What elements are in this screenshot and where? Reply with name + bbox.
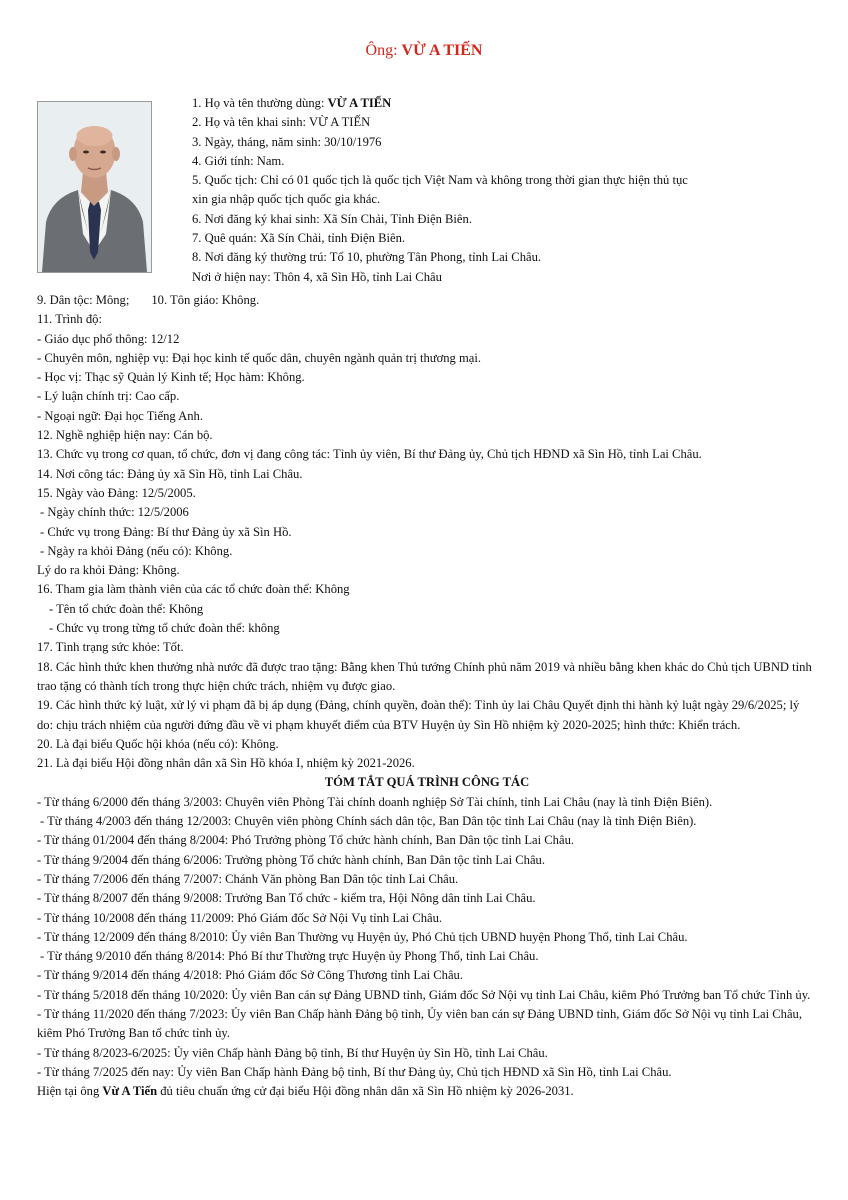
career-line: - Từ tháng 01/2004 đến tháng 8/2004: Phó Trưởng phòng Tổ chức hành chính, Ban Dân tộc tỉnh Lai Châu. [37, 833, 575, 848]
detail-line: 11. Trình độ: [37, 312, 102, 327]
info-line-4: 4. Giới tính: Nam. [192, 153, 285, 168]
detail-line: 19. Các hình thức kỷ luật, xử lý vi phạm đã bị áp dụng (Đảng, chính quyền, đoàn thể): Tỉnh ủy lai Châu Quyết định thi hành kỷ luật ngày 29/6/2025; lý do: chịu trách nhiệm của người đứng đầu về vi phạm khuyết điểm của BTV Huyện ủy Sìn Hồ nhiệm kỳ 2020-2025; hình thức: Khiển trách. [37, 698, 800, 732]
detail-line: 14. Nơi công tác: Đảng ủy xã Sìn Hồ, tỉnh Lai Châu. [37, 466, 303, 481]
info-line-1: 1. Họ và tên thường dùng: VỪ A TIẾN [192, 96, 392, 110]
detail-line: - Ngày chính thức: 12/5/2006 [40, 505, 189, 520]
detail-line: - Chuyên môn, nghiệp vụ: Đại học kinh tế quốc dân, chuyên ngành quản trị thương mại. [37, 350, 482, 365]
info-line-6: 6. Nơi đăng ký khai sinh: Xã Sín Chải, Tỉnh Điện Biên. [192, 211, 472, 226]
detail-line: - Chức vụ trong Đảng: Bí thư Đảng ủy xã Sìn Hồ. [40, 524, 292, 539]
career-line: - Từ tháng 6/2000 đến tháng 3/2003: Chuyên viên Phòng Tài chính doanh nghiệp Sở Tài chính, tỉnh Lai Châu (nay là tỉnh Điện Biên). [37, 794, 713, 809]
document-body [37, 291, 817, 1101]
detail-line: - Giáo dục phổ thông: 12/12 [37, 331, 180, 346]
detail-line: 16. Tham gia làm thành viên của các tổ chức đoàn thể: Không [37, 582, 350, 597]
detail-line: - Lý luận chính trị: Cao cấp. [37, 389, 180, 404]
portrait-photo [37, 101, 152, 273]
info-line-3: 3. Ngày, tháng, năm sinh: 30/10/1976 [192, 134, 382, 149]
closing-name: Vừ A Tiến [102, 1084, 158, 1099]
career-line: - Từ tháng 4/2003 đến tháng 12/2003: Chuyên viên phòng Chính sách dân tộc, Ban Dân tộc tỉnh Lai Châu (nay là tỉnh Điện Biên). [40, 814, 697, 829]
career-line: - Từ tháng 9/2004 đến tháng 6/2006: Trưởng phòng Tổ chức hành chính, Ban Dân tộc tỉnh Lai Châu. [37, 852, 545, 867]
career-line: - Từ tháng 11/2020 đến tháng 7/2023: Ủy viên Ban Chấp hành Đảng bộ tỉnh, Ủy viên ban cán sự Đảng UBND tỉnh, Giám đốc Sở Nội vụ tỉnh Lai Châu, kiêm Phó Trưởng Ban tổ chức tỉnh ủy. [37, 1006, 802, 1041]
ethnic-religion-line [37, 291, 817, 310]
detail-line: 18. Các hình thức khen thưởng nhà nước đã được trao tặng: Bằng khen Thủ tướng Chính phủ năm 2019 và nhiều bằng khen khác do Chủ tịch UBND tỉnh trao tặng có thành tích trong thực hiện chức trách, nhiệm vụ được giao. [37, 659, 812, 693]
info-line-8: 8. Nơi đăng ký thường trú: Tổ 10, phường Tân Phong, tỉnh Lai Châu. [192, 250, 542, 265]
detail-line: 15. Ngày vào Đảng: 12/5/2005. [37, 485, 196, 500]
career-line: - Từ tháng 12/2009 đến tháng 8/2010: Ủy viên Ban Thường vụ Huyện ủy, Phó Chủ tịch UBND huyện Phong Thổ, tỉnh Lai Châu. [37, 929, 688, 944]
closing-line: Hiện tại ông Vừ A Tiến đủ tiêu chuẩn ứng cử đại biểu Hội đồng nhân dân xã Sìn Hồ nhiệm kỳ 2026-2031. [37, 1084, 574, 1099]
detail-line: - Ngoại ngữ: Đại học Tiếng Anh. [37, 408, 203, 423]
info-line-residence: Nơi ở hiện nay: Thôn 4, xã Sìn Hồ, tỉnh Lai Châu [192, 269, 442, 284]
info-line-5: 5. Quốc tịch: Chỉ có 01 quốc tịch là quốc tịch Việt Nam và không trong thời gian thực hiện thủ tục [192, 173, 688, 188]
career-line: - Từ tháng 8/2023-6/2025: Ủy viên Chấp hành Đảng bộ tỉnh, Bí thư Huyện ủy Sìn Hồ, tỉnh Lai Châu. [37, 1045, 548, 1060]
religion-text: 10. Tôn giáo: Không. [151, 293, 260, 307]
career-list [37, 793, 817, 1082]
title-name: VỪ A TIẾN [401, 42, 483, 59]
detail-line: - Tên tổ chức đoàn thể: Không [49, 601, 204, 616]
detail-line: Lý do ra khỏi Đảng: Không. [37, 563, 180, 578]
detail-line: 20. Là đại biểu Quốc hội khóa (nếu có): Không. [37, 736, 279, 751]
detail-line: - Chức vụ trong từng tổ chức đoàn thể: không [49, 621, 280, 636]
details-list [37, 310, 817, 773]
career-line: - Từ tháng 7/2006 đến tháng 7/2007: Chánh Văn phòng Ban Dân tộc tỉnh Lai Châu. [37, 871, 459, 886]
career-line: - Từ tháng 8/2007 đến tháng 9/2008: Trưởng Ban Tổ chức - kiểm tra, Hội Nông dân tỉnh Lai Châu. [37, 891, 536, 906]
career-line: - Từ tháng 5/2018 đến tháng 10/2020: Ủy viên Ban cán sự Đảng UBND tỉnh, Giám đốc Sở Nội vụ tỉnh Lai Châu, kiêm Phó Trưởng ban Tổ chức Tỉnh ủy. [37, 987, 811, 1002]
detail-line: - Học vị: Thạc sỹ Quản lý Kinh tế; Học hàm: Không. [37, 370, 305, 385]
info-line-2: 2. Họ và tên khai sinh: VỪ A TIẾN [192, 115, 371, 130]
detail-line: 12. Nghề nghiệp hiện nay: Cán bộ. [37, 428, 213, 443]
detail-line: 13. Chức vụ trong cơ quan, tổ chức, đơn vị đang công tác: Tỉnh ủy viên, Bí thư Đảng ủy, Chủ tịch HĐND xã Sìn Hồ, tỉnh Lai Châu. [37, 447, 702, 462]
title-prefix: Ông: [365, 42, 402, 59]
career-title: TÓM TẮT QUÁ TRÌNH CÔNG TÁC [324, 775, 530, 790]
info-line-5-cont: xin gia nhập quốc tịch quốc gia khác. [192, 192, 381, 207]
info-line-7: 7. Quê quán: Xã Sín Chải, tỉnh Điện Biên. [192, 231, 406, 246]
career-line: - Từ tháng 10/2008 đến tháng 11/2009: Phó Giám đốc Sở Nội Vụ tỉnh Lai Châu. [37, 910, 443, 925]
detail-line: - Ngày ra khỏi Đảng (nếu có): Không. [40, 543, 233, 558]
detail-line: 17. Tình trạng sức khỏe: Tốt. [37, 640, 184, 655]
career-line: - Từ tháng 9/2014 đến tháng 4/2018: Phó Giám đốc Sở Công Thương tỉnh Lai Châu. [37, 968, 463, 983]
career-line: - Từ tháng 7/2025 đến nay: Ủy viên Ban Chấp hành Đảng bộ tỉnh, Bí thư Đảng ủy, Chủ tịch HĐND xã Sìn Hồ, tỉnh Lai Châu. [37, 1064, 672, 1079]
personal-info [192, 94, 812, 287]
page-title [0, 40, 848, 62]
detail-line: 21. Là đại biểu Hội đồng nhân dân xã Sìn Hồ khóa I, nhiệm kỳ 2021-2026. [37, 756, 415, 771]
ethnic-text: 9. Dân tộc: Mông; [37, 293, 130, 307]
career-line: - Từ tháng 9/2010 đến tháng 8/2014: Phó Bí thư Thường trực Huyện ủy Phong Thổ, tỉnh Lai Châu. [40, 949, 539, 964]
